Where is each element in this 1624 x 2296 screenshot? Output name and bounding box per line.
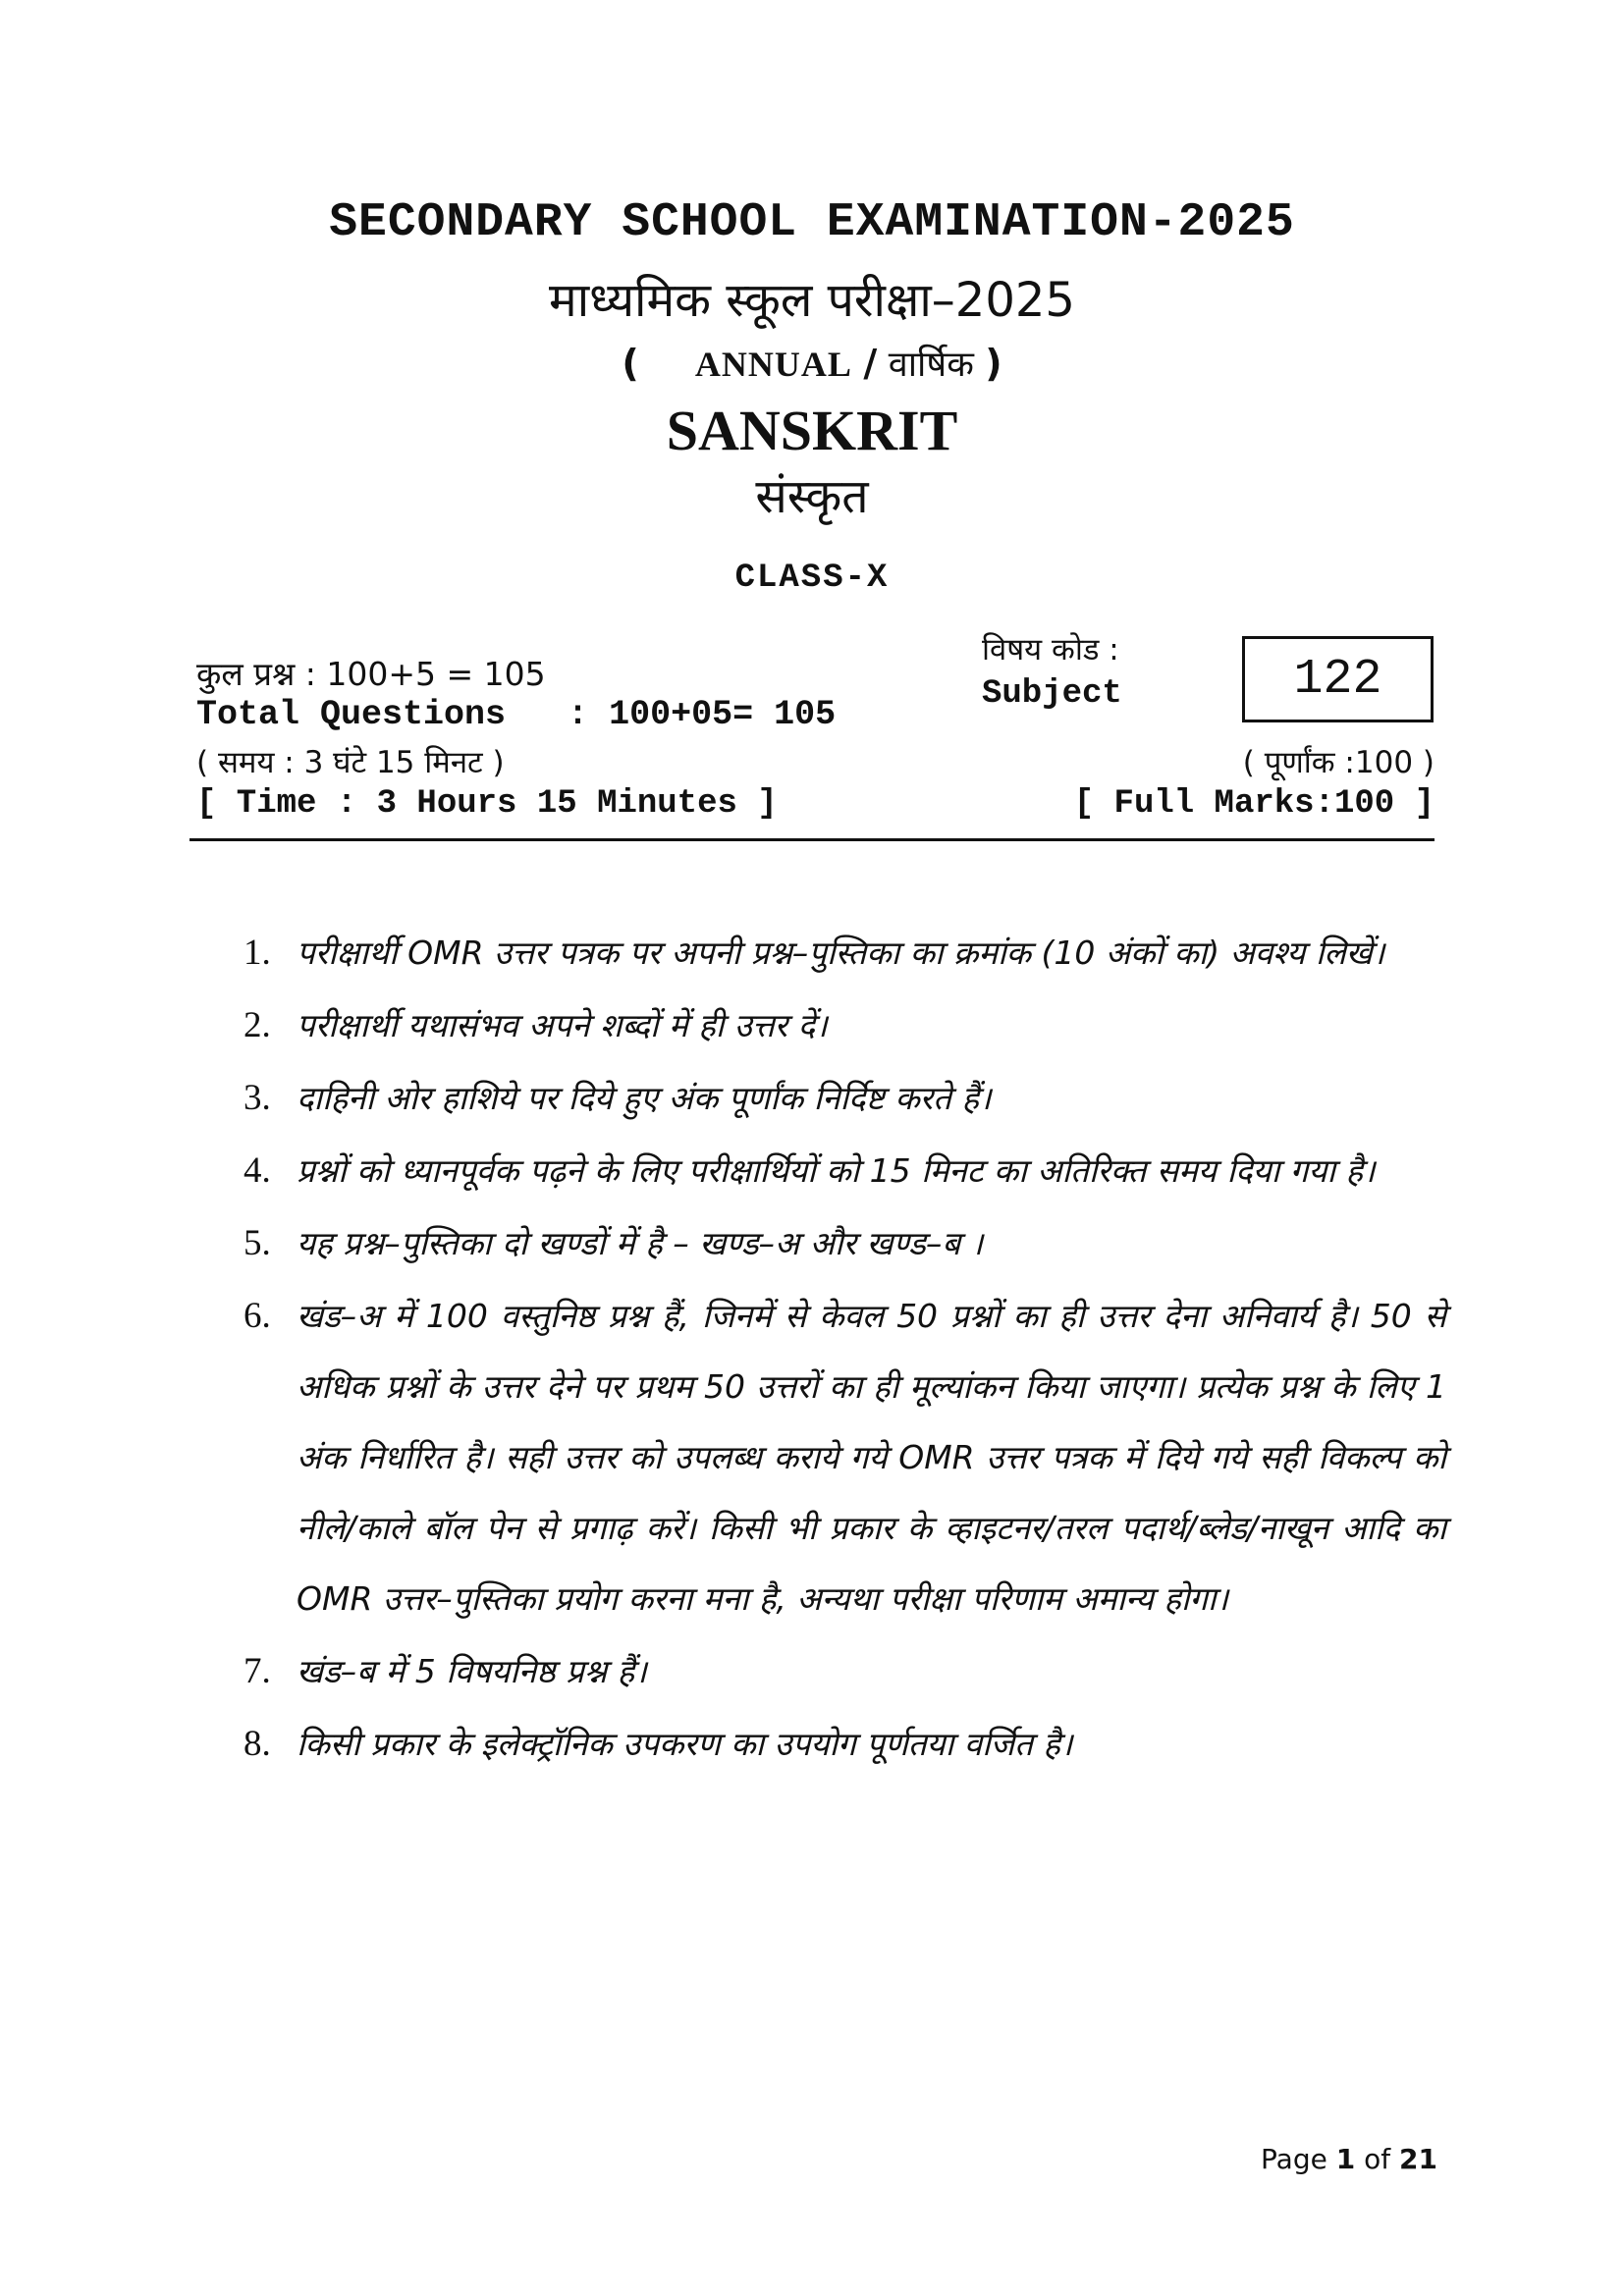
of-word: of: [1364, 2143, 1391, 2175]
instruction-number: 6.: [244, 1296, 271, 1336]
page-number-footer: [1261, 2143, 1437, 2175]
total-pages: 21: [1399, 2143, 1437, 2175]
instruction-text: खंड–अ में 100 वस्तुनिष्ठ प्रश्न हैं, जिनमें से केवल 50 प्रश्नों का ही उत्तर देना अनिवार्य है। 50 से अधिक प्रश्नों के उत्तर देने पर प्रथम 50 उत्तरों का ही मूल्यांकन किया जाएगा। प्रत्येक प्रश्न के लिए 1 अंक निर्धारित है। सही उत्तर को उपलब्ध कराये गये OMR उत्तर पत्रक में दिये गये सही विकल्प को नीले/काले बॉल पेन से प्रगाढ़ करें। किसी भी प्रकार के व्हाइटनर/तरल पदार्थ/ब्लेड/नाखून आदि का OMR उत्तर–पुस्तिका प्रयोग करना मना है, अन्यथा परीक्षा परिणाम अमान्य होगा।: [297, 1297, 1446, 1618]
exam-title-english: SECONDARY SCHOOL EXAMINATION-2025: [329, 196, 1295, 249]
instruction-text: दाहिनी ओर हाशिये पर दिये हुए अंक पूर्णांक निर्दिष्ट करते हैं।: [297, 1079, 992, 1117]
instruction-item: [244, 1709, 1446, 1780]
instruction-text: परीक्षार्थी OMR उत्तर पत्रक पर अपनी प्रश्न–पुस्तिका का क्रमांक (10 अंकों का) अवश्य लिखें।: [297, 934, 1385, 972]
full-marks-english: [ Full Marks:100 ]: [1073, 785, 1435, 823]
total-questions-english: Total Questions : 100+05= 105: [196, 695, 837, 734]
subject-title-english: SANSKRIT: [666, 399, 958, 462]
instruction-text: किसी प्रकार के इलेक्ट्रॉनिक उपकरण का उपयोग पूर्णतया वर्जित है।: [297, 1725, 1073, 1763]
exam-type-english: ANNUAL: [694, 345, 852, 384]
instructions-list: [244, 918, 1446, 1782]
full-marks-hindi: ( पूर्णांक :100 ): [1242, 745, 1435, 780]
subject-code-label-english: Subject: [982, 675, 1122, 713]
instruction-item: [244, 1636, 1446, 1707]
header-divider: [189, 838, 1435, 841]
total-questions-hindi: कुल प्रश्न : 100+5 = 105: [196, 655, 546, 693]
exam-type-open-paren: (: [622, 342, 639, 385]
current-page: 1: [1335, 2143, 1356, 2175]
instruction-number: 4.: [244, 1150, 271, 1191]
instruction-item: [244, 1208, 1446, 1279]
instruction-text: खंड–ब में 5 विषयनिष्ठ प्रश्न हैं।: [297, 1652, 647, 1690]
subject-code-value: 122: [1293, 651, 1382, 708]
instruction-text: प्रश्नों को ध्यानपूर्वक पढ़ने के लिए परीक्षार्थियों को 15 मिनट का अतिरिक्त समय दिया गया है।: [297, 1151, 1376, 1190]
instruction-number: 7.: [244, 1651, 271, 1691]
instruction-number: 1.: [244, 933, 271, 973]
instruction-text: परीक्षार्थी यथासंभव अपने शब्दों में ही उत्तर दें।: [297, 1006, 828, 1044]
instruction-number: 8.: [244, 1724, 271, 1764]
instruction-item: [244, 990, 1446, 1061]
class-label: CLASS-X: [734, 560, 890, 597]
subject-title-hindi: संस्कृत: [755, 469, 869, 524]
time-english: [ Time : 3 Hours 15 Minutes ]: [196, 785, 778, 823]
subject-code-box: [1242, 636, 1434, 722]
exam-type-separator: /: [863, 342, 878, 385]
instruction-item: [244, 1063, 1446, 1134]
instruction-item: [244, 918, 1446, 988]
instruction-number: 2.: [244, 1005, 271, 1045]
instruction-number: 5.: [244, 1223, 271, 1263]
instruction-item: [244, 1281, 1446, 1634]
exam-type: [0, 339, 1624, 387]
time-hindi: ( समय : 3 घंटे 15 मिनट ): [196, 745, 505, 780]
subject-code-label-hindi: विषय कोड :: [982, 632, 1119, 667]
instruction-item: [244, 1136, 1446, 1206]
instruction-number: 3.: [244, 1078, 271, 1118]
instruction-text: यह प्रश्न–पुस्तिका दो खण्डों में है – खण्ड–अ और खण्ड–ब ।: [297, 1224, 984, 1262]
exam-title-hindi: माध्यमिक स्कूल परीक्षा–2025: [549, 273, 1075, 328]
page-word: Page: [1261, 2143, 1327, 2175]
exam-type-hindi: वार्षिक: [888, 345, 974, 385]
exam-type-close-paren: ): [985, 342, 1002, 385]
